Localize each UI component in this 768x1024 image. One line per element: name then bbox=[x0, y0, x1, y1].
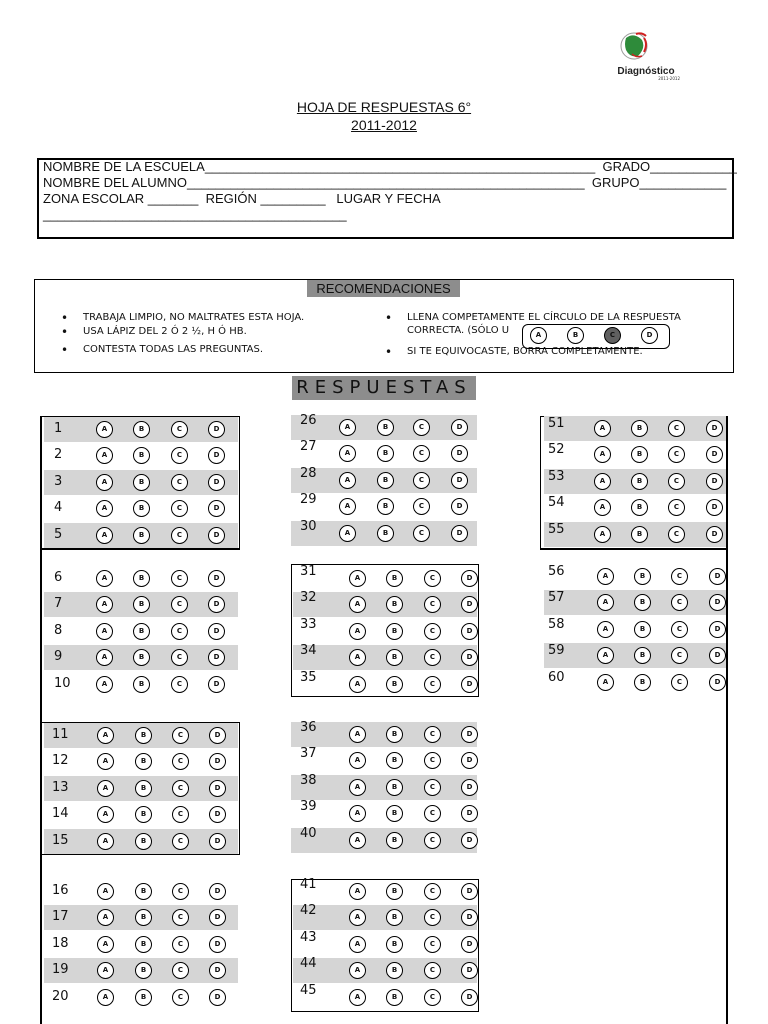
answer-bubble-a[interactable]: A bbox=[97, 989, 114, 1006]
answer-bubble-b[interactable]: B bbox=[135, 806, 152, 823]
answer-bubble-a[interactable]: A bbox=[349, 832, 366, 849]
row-shading bbox=[291, 825, 477, 853]
answer-bubble-d[interactable]: D bbox=[461, 832, 478, 849]
answer-bubble-c[interactable]: C bbox=[413, 472, 430, 489]
answer-bubble-c[interactable]: C bbox=[171, 676, 188, 693]
answer-bubble-b[interactable]: B bbox=[135, 883, 152, 900]
answer-bubble-a[interactable]: A bbox=[597, 568, 614, 585]
answer-bubble-b[interactable]: B bbox=[135, 833, 152, 850]
answer-bubble-c[interactable]: C bbox=[424, 649, 441, 666]
answer-bubble-a[interactable]: A bbox=[97, 962, 114, 979]
row-shading bbox=[293, 645, 477, 670]
answer-bubble-a[interactable]: A bbox=[97, 806, 114, 823]
answer-bubble-b[interactable]: B bbox=[386, 779, 403, 796]
answer-bubble-d[interactable]: D bbox=[709, 594, 726, 611]
answer-bubble-d[interactable]: D bbox=[209, 989, 226, 1006]
answer-bubble-c[interactable]: C bbox=[671, 647, 688, 664]
example-bubble-filled: C bbox=[604, 327, 621, 344]
question-number: 2 bbox=[54, 447, 63, 463]
answer-bubble-d[interactable]: D bbox=[461, 726, 478, 743]
answer-bubble-a[interactable]: A bbox=[349, 623, 366, 640]
answer-bubble-c[interactable]: C bbox=[668, 446, 685, 463]
answer-bubble-a[interactable]: A bbox=[339, 472, 356, 489]
answer-bubble-d[interactable]: D bbox=[208, 474, 225, 491]
answer-bubble-b[interactable]: B bbox=[386, 752, 403, 769]
question-number: 32 bbox=[300, 590, 317, 606]
answer-bubble-b[interactable]: B bbox=[133, 421, 150, 438]
answer-bubble-c[interactable]: C bbox=[413, 498, 430, 515]
row-shading bbox=[293, 905, 477, 930]
answer-bubble-c[interactable]: C bbox=[171, 421, 188, 438]
answer-bubble-d[interactable]: D bbox=[709, 647, 726, 664]
answer-bubble-d[interactable]: D bbox=[209, 806, 226, 823]
answer-bubble-d[interactable]: D bbox=[208, 676, 225, 693]
page-title: HOJA DE RESPUESTAS 6° bbox=[296, 99, 472, 115]
answer-bubble-a[interactable]: A bbox=[97, 883, 114, 900]
answer-bubble-a[interactable]: A bbox=[96, 676, 113, 693]
answer-bubble-a[interactable]: A bbox=[349, 805, 366, 822]
answer-bubble-d[interactable]: D bbox=[461, 936, 478, 953]
answer-bubble-d[interactable]: D bbox=[208, 570, 225, 587]
question-number: 3 bbox=[54, 473, 63, 489]
answer-bubble-c[interactable]: C bbox=[424, 936, 441, 953]
answer-bubble-b[interactable]: B bbox=[135, 909, 152, 926]
answer-bubble-d[interactable]: D bbox=[209, 833, 226, 850]
answer-bubble-d[interactable]: D bbox=[209, 727, 226, 744]
question-number: 40 bbox=[300, 825, 317, 841]
answer-bubble-c[interactable]: C bbox=[171, 474, 188, 491]
answer-bubble-c[interactable]: C bbox=[424, 962, 441, 979]
answer-bubble-d[interactable]: D bbox=[208, 596, 225, 613]
question-number: 45 bbox=[300, 982, 317, 998]
answer-bubble-c[interactable]: C bbox=[668, 499, 685, 516]
answer-bubble-b[interactable]: B bbox=[377, 445, 394, 462]
question-number: 35 bbox=[300, 669, 317, 685]
answer-bubble-b[interactable]: B bbox=[634, 647, 651, 664]
question-number: 55 bbox=[548, 521, 565, 537]
answer-bubble-b[interactable]: B bbox=[386, 936, 403, 953]
answer-bubble-a[interactable]: A bbox=[349, 989, 366, 1006]
answer-bubble-a[interactable]: A bbox=[349, 883, 366, 900]
answer-bubble-a[interactable]: A bbox=[97, 727, 114, 744]
answer-bubble-d[interactable]: D bbox=[461, 596, 478, 613]
answer-bubble-a[interactable]: A bbox=[349, 936, 366, 953]
rec-item: • USA LÁPIZ DEL 2 Ó 2 ½, H Ó HB. bbox=[83, 326, 247, 337]
question-number: 54 bbox=[548, 495, 565, 511]
answer-bubble-c[interactable]: C bbox=[172, 883, 189, 900]
question-number: 6 bbox=[54, 570, 63, 585]
answer-bubble-c[interactable]: C bbox=[171, 649, 188, 666]
answer-bubble-b[interactable]: B bbox=[634, 568, 651, 585]
answer-bubble-c[interactable]: C bbox=[172, 780, 189, 797]
answer-bubble-c[interactable]: C bbox=[424, 883, 441, 900]
answer-bubble-c[interactable]: C bbox=[171, 447, 188, 464]
answer-bubble-d[interactable]: D bbox=[209, 883, 226, 900]
answer-bubble-d[interactable]: D bbox=[208, 421, 225, 438]
row-shading bbox=[291, 722, 477, 747]
student-name-field[interactable]: NOMBRE DEL ALUMNO_______________________________________________________ GRUPO____________ bbox=[43, 175, 727, 190]
example-bubble: B bbox=[567, 327, 584, 344]
zone-region-place-field[interactable]: ZONA ESCOLAR _______ REGIÓN _________ LUGAR Y FECHA bbox=[43, 191, 441, 206]
question-number: 52 bbox=[548, 442, 565, 458]
question-number: 10 bbox=[54, 675, 71, 691]
rec-item: • SI TE EQUIVOCASTE, BORRA COMPLETAMENTE. bbox=[407, 346, 643, 357]
answer-bubble-b[interactable]: B bbox=[133, 474, 150, 491]
answer-bubble-c[interactable]: C bbox=[671, 568, 688, 585]
question-number: 37 bbox=[300, 746, 317, 762]
answer-bubble-b[interactable]: B bbox=[133, 596, 150, 613]
answer-bubble-b[interactable]: B bbox=[135, 989, 152, 1006]
answer-bubble-a[interactable]: A bbox=[597, 674, 614, 691]
answer-bubble-b[interactable]: B bbox=[133, 527, 150, 544]
answer-bubble-a[interactable]: A bbox=[349, 649, 366, 666]
question-number: 39 bbox=[300, 799, 317, 815]
answer-bubble-d[interactable]: D bbox=[709, 568, 726, 585]
question-number: 15 bbox=[52, 832, 69, 848]
answer-bubble-c[interactable]: C bbox=[413, 525, 430, 542]
answer-bubble-a[interactable]: A bbox=[597, 647, 614, 664]
answer-bubble-c[interactable]: C bbox=[424, 596, 441, 613]
question-number: 53 bbox=[548, 468, 565, 484]
answer-bubble-b[interactable]: B bbox=[133, 676, 150, 693]
date-line-field[interactable]: __________________________________________ bbox=[43, 207, 347, 222]
question-number: 1 bbox=[54, 421, 63, 436]
answer-bubble-b[interactable]: B bbox=[133, 623, 150, 640]
answer-bubble-d[interactable]: D bbox=[706, 446, 723, 463]
answer-bubble-c[interactable]: C bbox=[424, 623, 441, 640]
answer-bubble-b[interactable]: B bbox=[133, 570, 150, 587]
answer-bubble-c[interactable]: C bbox=[424, 726, 441, 743]
rec-item: • CONTESTA TODAS LAS PREGUNTAS. bbox=[83, 344, 263, 355]
answer-bubble-b[interactable]: B bbox=[634, 621, 651, 638]
rec-item: • LLENA COMPETAMENTE EL CÍRCULO DE LA RESPUESTA bbox=[407, 312, 681, 323]
answer-bubble-c[interactable]: C bbox=[671, 594, 688, 611]
answer-bubble-a[interactable]: A bbox=[96, 474, 113, 491]
answer-bubble-a[interactable]: A bbox=[349, 962, 366, 979]
answer-bubble-a[interactable]: A bbox=[339, 419, 356, 436]
answer-bubble-d[interactable]: D bbox=[209, 780, 226, 797]
answer-bubble-a[interactable]: A bbox=[96, 623, 113, 640]
row-shading bbox=[291, 772, 477, 800]
question-number: 19 bbox=[52, 962, 69, 978]
answer-bubble-a[interactable]: A bbox=[349, 909, 366, 926]
page-subtitle: 2011-2012 bbox=[351, 117, 417, 133]
answer-bubble-c[interactable]: C bbox=[171, 596, 188, 613]
answer-bubble-b[interactable]: B bbox=[634, 674, 651, 691]
answer-bubble-a[interactable]: A bbox=[594, 526, 611, 543]
answer-bubble-d[interactable]: D bbox=[208, 649, 225, 666]
question-number: 5 bbox=[54, 526, 63, 542]
answer-bubble-c[interactable]: C bbox=[424, 752, 441, 769]
answer-bubble-d[interactable]: D bbox=[209, 962, 226, 979]
question-number: 16 bbox=[52, 883, 69, 898]
question-number: 11 bbox=[52, 727, 69, 742]
answer-bubble-b[interactable]: B bbox=[386, 989, 403, 1006]
answer-bubble-a[interactable]: A bbox=[349, 570, 366, 587]
answer-bubble-c[interactable]: C bbox=[424, 676, 441, 693]
answer-bubble-a[interactable]: A bbox=[349, 779, 366, 796]
answer-bubble-d[interactable]: D bbox=[461, 909, 478, 926]
answer-bubble-d[interactable]: D bbox=[451, 525, 468, 542]
question-number: 41 bbox=[300, 877, 317, 892]
answer-bubble-b[interactable]: B bbox=[133, 500, 150, 517]
block-box-31-35 bbox=[291, 564, 479, 697]
question-number: 29 bbox=[300, 492, 317, 508]
answer-bubble-d[interactable]: D bbox=[461, 676, 478, 693]
answer-bubble-a[interactable]: A bbox=[594, 446, 611, 463]
answer-bubble-d[interactable]: D bbox=[706, 499, 723, 516]
answer-bubble-a[interactable]: A bbox=[349, 752, 366, 769]
answer-bubble-b[interactable]: B bbox=[386, 962, 403, 979]
question-number: 8 bbox=[54, 622, 63, 638]
question-number: 42 bbox=[300, 903, 317, 919]
answer-bubble-c[interactable]: C bbox=[424, 989, 441, 1006]
question-number: 44 bbox=[300, 956, 317, 972]
answer-bubble-b[interactable]: B bbox=[377, 419, 394, 436]
question-number: 43 bbox=[300, 929, 317, 945]
answer-bubble-a[interactable]: A bbox=[339, 525, 356, 542]
answer-bubble-c[interactable]: C bbox=[424, 909, 441, 926]
answer-bubble-b[interactable]: B bbox=[133, 649, 150, 666]
question-number: 26 bbox=[300, 413, 317, 428]
question-number: 12 bbox=[52, 753, 69, 769]
answer-bubble-d[interactable]: D bbox=[461, 805, 478, 822]
answer-bubble-c[interactable]: C bbox=[424, 832, 441, 849]
answer-bubble-b[interactable]: B bbox=[135, 962, 152, 979]
rec-item: • TRABAJA LIMPIO, NO MALTRATES ESTA HOJA. bbox=[83, 312, 304, 323]
answer-bubble-a[interactable]: A bbox=[597, 621, 614, 638]
answer-bubble-d[interactable]: D bbox=[461, 779, 478, 796]
answer-bubble-a[interactable]: A bbox=[96, 649, 113, 666]
answer-bubble-c[interactable]: C bbox=[424, 779, 441, 796]
answer-bubble-d[interactable]: D bbox=[709, 674, 726, 691]
answer-bubble-a[interactable]: A bbox=[96, 500, 113, 517]
question-number: 36 bbox=[300, 720, 317, 735]
answer-bubble-c[interactable]: C bbox=[424, 570, 441, 587]
answer-bubble-b[interactable]: B bbox=[631, 499, 648, 516]
answer-bubble-d[interactable]: D bbox=[208, 447, 225, 464]
answer-bubble-a[interactable]: A bbox=[96, 570, 113, 587]
row-shading bbox=[293, 958, 477, 983]
answer-bubble-d[interactable]: D bbox=[451, 419, 468, 436]
answer-bubble-d[interactable]: D bbox=[451, 445, 468, 462]
answer-bubble-c[interactable]: C bbox=[413, 445, 430, 462]
answer-bubble-b[interactable]: B bbox=[135, 936, 152, 953]
answer-bubble-b[interactable]: B bbox=[377, 472, 394, 489]
answer-bubble-c[interactable]: C bbox=[172, 909, 189, 926]
answer-bubble-a[interactable]: A bbox=[97, 909, 114, 926]
answer-bubble-c[interactable]: C bbox=[172, 833, 189, 850]
answer-bubble-b[interactable]: B bbox=[386, 649, 403, 666]
question-number: 59 bbox=[548, 643, 565, 659]
answer-bubble-c[interactable]: C bbox=[172, 806, 189, 823]
question-number: 31 bbox=[300, 564, 317, 579]
answer-bubble-d[interactable]: D bbox=[451, 498, 468, 515]
answer-bubble-b[interactable]: B bbox=[386, 676, 403, 693]
answer-bubble-c[interactable]: C bbox=[413, 419, 430, 436]
answer-bubble-c[interactable]: C bbox=[424, 805, 441, 822]
answer-bubble-a[interactable]: A bbox=[349, 676, 366, 693]
answer-bubble-b[interactable]: B bbox=[377, 498, 394, 515]
answer-bubble-b[interactable]: B bbox=[386, 726, 403, 743]
question-number: 38 bbox=[300, 772, 317, 788]
answer-bubble-d[interactable]: D bbox=[461, 752, 478, 769]
answer-bubble-c[interactable]: C bbox=[668, 526, 685, 543]
question-number: 4 bbox=[54, 500, 63, 516]
answer-bubble-b[interactable]: B bbox=[386, 596, 403, 613]
block-box-41-45 bbox=[291, 879, 479, 1012]
answer-bubble-c[interactable]: C bbox=[171, 527, 188, 544]
answer-bubble-b[interactable]: B bbox=[386, 805, 403, 822]
answer-bubble-b[interactable]: B bbox=[631, 526, 648, 543]
answer-bubble-d[interactable]: D bbox=[209, 936, 226, 953]
answer-bubble-c[interactable]: C bbox=[671, 674, 688, 691]
answer-bubble-a[interactable]: A bbox=[349, 596, 366, 613]
answer-bubble-c[interactable]: C bbox=[671, 621, 688, 638]
question-number: 58 bbox=[548, 616, 565, 632]
answer-bubble-a[interactable]: A bbox=[96, 447, 113, 464]
answer-bubble-b[interactable]: B bbox=[135, 727, 152, 744]
answer-bubble-c[interactable]: C bbox=[668, 420, 685, 437]
answer-bubble-d[interactable]: D bbox=[461, 989, 478, 1006]
answer-bubble-b[interactable]: B bbox=[631, 473, 648, 490]
answer-bubble-c[interactable]: C bbox=[668, 473, 685, 490]
answer-bubble-c[interactable]: C bbox=[172, 727, 189, 744]
answer-bubble-d[interactable]: D bbox=[209, 909, 226, 926]
answer-bubble-c[interactable]: C bbox=[171, 500, 188, 517]
answer-bubble-b[interactable]: B bbox=[386, 909, 403, 926]
question-number: 56 bbox=[548, 564, 565, 579]
answer-bubble-a[interactable]: A bbox=[97, 936, 114, 953]
example-bubble: D bbox=[641, 327, 658, 344]
answer-bubble-c[interactable]: C bbox=[171, 570, 188, 587]
question-number: 7 bbox=[54, 596, 63, 612]
answer-bubble-a[interactable]: A bbox=[339, 445, 356, 462]
question-number: 14 bbox=[52, 806, 69, 822]
answer-bubble-d[interactable]: D bbox=[208, 527, 225, 544]
question-number: 28 bbox=[300, 465, 317, 481]
answer-bubble-c[interactable]: C bbox=[172, 936, 189, 953]
logo-word: Diagnóstico bbox=[617, 66, 675, 77]
answer-bubble-d[interactable]: D bbox=[706, 473, 723, 490]
question-number: 20 bbox=[52, 988, 69, 1004]
question-number: 27 bbox=[300, 439, 317, 455]
question-number: 57 bbox=[548, 590, 565, 606]
answer-bubble-b[interactable]: B bbox=[135, 780, 152, 797]
question-number: 18 bbox=[52, 935, 69, 951]
answer-bubble-d[interactable]: D bbox=[709, 621, 726, 638]
answer-bubble-a[interactable]: A bbox=[97, 833, 114, 850]
answer-bubble-c[interactable]: C bbox=[172, 962, 189, 979]
answer-bubble-b[interactable]: B bbox=[386, 883, 403, 900]
question-number: 34 bbox=[300, 643, 317, 659]
answer-bubble-c[interactable]: C bbox=[172, 989, 189, 1006]
question-number: 51 bbox=[548, 416, 565, 431]
question-number: 30 bbox=[300, 518, 317, 534]
question-number: 33 bbox=[300, 616, 317, 632]
answer-bubble-d[interactable]: D bbox=[461, 649, 478, 666]
question-number: 13 bbox=[52, 779, 69, 795]
answer-bubble-a[interactable]: A bbox=[96, 596, 113, 613]
answer-bubble-d[interactable]: D bbox=[451, 472, 468, 489]
rec-item-continuation: CORRECTA. (SÓLO U bbox=[407, 325, 510, 336]
answer-bubble-a[interactable]: A bbox=[96, 421, 113, 438]
question-number: 9 bbox=[54, 649, 63, 665]
answer-bubble-b[interactable]: B bbox=[631, 446, 648, 463]
row-shading bbox=[293, 592, 477, 617]
answer-bubble-a[interactable]: A bbox=[96, 527, 113, 544]
answer-bubble-a[interactable]: A bbox=[594, 420, 611, 437]
answer-bubble-a[interactable]: A bbox=[597, 594, 614, 611]
answer-bubble-c[interactable]: C bbox=[172, 753, 189, 770]
logo-years: 2011-2012 bbox=[658, 76, 680, 81]
answer-bubble-b[interactable]: B bbox=[377, 525, 394, 542]
example-bubble: A bbox=[530, 327, 547, 344]
answer-bubble-a[interactable]: A bbox=[349, 726, 366, 743]
answer-bubble-a[interactable]: A bbox=[594, 473, 611, 490]
answer-bubble-d[interactable]: D bbox=[706, 420, 723, 437]
school-name-field[interactable]: NOMBRE DE LA ESCUELA______________________________________________________ GRADO____________ bbox=[43, 159, 737, 174]
answer-bubble-b[interactable]: B bbox=[135, 753, 152, 770]
answers-heading: RESPUESTAS bbox=[292, 376, 476, 400]
answer-bubble-a[interactable]: A bbox=[97, 780, 114, 797]
recommendations-heading: RECOMENDACIONES bbox=[307, 280, 460, 297]
answer-bubble-b[interactable]: B bbox=[386, 832, 403, 849]
answer-bubble-b[interactable]: B bbox=[631, 420, 648, 437]
answer-bubble-d[interactable]: D bbox=[208, 500, 225, 517]
answer-bubble-a[interactable]: A bbox=[594, 499, 611, 516]
answer-bubble-b[interactable]: B bbox=[634, 594, 651, 611]
answer-bubble-b[interactable]: B bbox=[133, 447, 150, 464]
answer-bubble-c[interactable]: C bbox=[171, 623, 188, 640]
answer-bubble-b[interactable]: B bbox=[386, 623, 403, 640]
question-number: 17 bbox=[52, 909, 69, 925]
answer-bubble-d[interactable]: D bbox=[461, 962, 478, 979]
answer-bubble-a[interactable]: A bbox=[339, 498, 356, 515]
question-number: 60 bbox=[548, 669, 565, 685]
answer-bubble-a[interactable]: A bbox=[97, 753, 114, 770]
answer-bubble-d[interactable]: D bbox=[461, 570, 478, 587]
answer-bubble-d[interactable]: D bbox=[461, 623, 478, 640]
answer-bubble-d[interactable]: D bbox=[706, 526, 723, 543]
answer-bubble-d[interactable]: D bbox=[209, 753, 226, 770]
answer-bubble-b[interactable]: B bbox=[386, 570, 403, 587]
answer-bubble-d[interactable]: D bbox=[461, 883, 478, 900]
answer-bubble-d[interactable]: D bbox=[208, 623, 225, 640]
